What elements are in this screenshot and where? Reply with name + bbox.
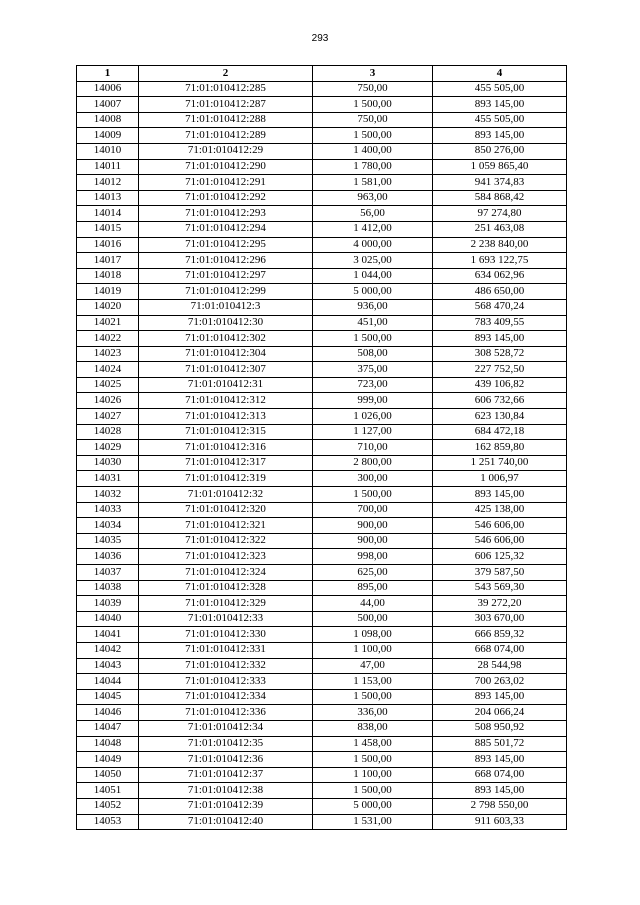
value-cell: 1 059 865,40 xyxy=(433,159,567,175)
cadastral-number-cell: 71:01:010412:333 xyxy=(139,674,313,690)
row-number-cell: 14040 xyxy=(77,611,139,627)
table-row xyxy=(77,206,567,222)
table-row xyxy=(77,175,567,191)
value-cell: 893 145,00 xyxy=(433,783,567,799)
area-cell: 336,00 xyxy=(313,705,433,721)
table-row xyxy=(77,112,567,128)
cadastral-number-cell: 71:01:010412:293 xyxy=(139,206,313,222)
cadastral-number-cell: 71:01:010412:3 xyxy=(139,299,313,315)
table-row xyxy=(77,268,567,284)
value-cell: 668 074,00 xyxy=(433,642,567,658)
row-number-cell: 14029 xyxy=(77,440,139,456)
cadastral-number-cell: 71:01:010412:299 xyxy=(139,284,313,300)
table-header-row xyxy=(77,66,567,82)
table-row xyxy=(77,331,567,347)
row-number-cell: 14052 xyxy=(77,798,139,814)
cadastral-number-cell: 71:01:010412:334 xyxy=(139,689,313,705)
area-cell: 900,00 xyxy=(313,533,433,549)
area-cell: 2 800,00 xyxy=(313,455,433,471)
value-cell: 1 693 122,75 xyxy=(433,253,567,269)
area-cell: 1 500,00 xyxy=(313,97,433,113)
table-row xyxy=(77,580,567,596)
table-row xyxy=(77,549,567,565)
row-number-cell: 14050 xyxy=(77,767,139,783)
table-row xyxy=(77,752,567,768)
row-number-cell: 14049 xyxy=(77,752,139,768)
row-number-cell: 14014 xyxy=(77,206,139,222)
row-number-cell: 14024 xyxy=(77,362,139,378)
value-cell: 543 569,30 xyxy=(433,580,567,596)
value-cell: 455 505,00 xyxy=(433,112,567,128)
table-row xyxy=(77,487,567,503)
row-number-cell: 14025 xyxy=(77,377,139,393)
row-number-cell: 14007 xyxy=(77,97,139,113)
area-cell: 1 500,00 xyxy=(313,487,433,503)
area-cell: 5 000,00 xyxy=(313,798,433,814)
value-cell: 39 272,20 xyxy=(433,596,567,612)
table-row xyxy=(77,237,567,253)
column-header-2: 2 xyxy=(139,66,313,82)
value-cell: 303 670,00 xyxy=(433,611,567,627)
table-row xyxy=(77,736,567,752)
area-cell: 1 100,00 xyxy=(313,767,433,783)
row-number-cell: 14021 xyxy=(77,315,139,331)
value-cell: 1 006,97 xyxy=(433,471,567,487)
area-cell: 936,00 xyxy=(313,299,433,315)
table-row xyxy=(77,159,567,175)
cadastral-number-cell: 71:01:010412:33 xyxy=(139,611,313,627)
area-cell: 1 780,00 xyxy=(313,159,433,175)
value-cell: 425 138,00 xyxy=(433,502,567,518)
cadastral-number-cell: 71:01:010412:288 xyxy=(139,112,313,128)
table-row xyxy=(77,518,567,534)
area-cell: 1 581,00 xyxy=(313,175,433,191)
area-cell: 1 127,00 xyxy=(313,424,433,440)
value-cell: 439 106,82 xyxy=(433,377,567,393)
table-row xyxy=(77,221,567,237)
row-number-cell: 14041 xyxy=(77,627,139,643)
cadastral-number-cell: 71:01:010412:295 xyxy=(139,237,313,253)
area-cell: 500,00 xyxy=(313,611,433,627)
cadastral-number-cell: 71:01:010412:317 xyxy=(139,455,313,471)
area-cell: 1 153,00 xyxy=(313,674,433,690)
cadastral-number-cell: 71:01:010412:37 xyxy=(139,767,313,783)
value-cell: 666 859,32 xyxy=(433,627,567,643)
area-cell: 963,00 xyxy=(313,190,433,206)
cadastral-number-cell: 71:01:010412:38 xyxy=(139,783,313,799)
value-cell: 606 732,66 xyxy=(433,393,567,409)
cadastral-number-cell: 71:01:010412:40 xyxy=(139,814,313,830)
column-header-3: 3 xyxy=(313,66,433,82)
row-number-cell: 14028 xyxy=(77,424,139,440)
value-cell: 2 238 840,00 xyxy=(433,237,567,253)
row-number-cell: 14047 xyxy=(77,720,139,736)
cadastral-number-cell: 71:01:010412:291 xyxy=(139,175,313,191)
row-number-cell: 14048 xyxy=(77,736,139,752)
row-number-cell: 14030 xyxy=(77,455,139,471)
table-body xyxy=(77,81,567,830)
table-row xyxy=(77,814,567,830)
table-row xyxy=(77,409,567,425)
table-row xyxy=(77,674,567,690)
table-row xyxy=(77,284,567,300)
table-row xyxy=(77,97,567,113)
area-cell: 1 458,00 xyxy=(313,736,433,752)
row-number-cell: 14020 xyxy=(77,299,139,315)
value-cell: 1 251 740,00 xyxy=(433,455,567,471)
area-cell: 1 500,00 xyxy=(313,783,433,799)
area-cell: 1 098,00 xyxy=(313,627,433,643)
cadastral-number-cell: 71:01:010412:331 xyxy=(139,642,313,658)
area-cell: 838,00 xyxy=(313,720,433,736)
row-number-cell: 14009 xyxy=(77,128,139,144)
row-number-cell: 14017 xyxy=(77,253,139,269)
area-cell: 1 100,00 xyxy=(313,642,433,658)
cadastral-number-cell: 71:01:010412:290 xyxy=(139,159,313,175)
cadastral-number-cell: 71:01:010412:289 xyxy=(139,128,313,144)
area-cell: 47,00 xyxy=(313,658,433,674)
area-cell: 1 026,00 xyxy=(313,409,433,425)
table-row xyxy=(77,393,567,409)
table-row xyxy=(77,533,567,549)
area-cell: 895,00 xyxy=(313,580,433,596)
cadastral-number-cell: 71:01:010412:321 xyxy=(139,518,313,534)
value-cell: 584 868,42 xyxy=(433,190,567,206)
cadastral-number-cell: 71:01:010412:35 xyxy=(139,736,313,752)
table-row xyxy=(77,299,567,315)
value-cell: 850 276,00 xyxy=(433,143,567,159)
row-number-cell: 14006 xyxy=(77,81,139,97)
row-number-cell: 14018 xyxy=(77,268,139,284)
table-row xyxy=(77,143,567,159)
row-number-cell: 14027 xyxy=(77,409,139,425)
table-row xyxy=(77,315,567,331)
row-number-cell: 14043 xyxy=(77,658,139,674)
cadastral-number-cell: 71:01:010412:297 xyxy=(139,268,313,284)
area-cell: 700,00 xyxy=(313,502,433,518)
row-number-cell: 14032 xyxy=(77,487,139,503)
table-row xyxy=(77,689,567,705)
cadastral-number-cell: 71:01:010412:330 xyxy=(139,627,313,643)
value-cell: 783 409,55 xyxy=(433,315,567,331)
row-number-cell: 14045 xyxy=(77,689,139,705)
row-number-cell: 14042 xyxy=(77,642,139,658)
cadastral-number-cell: 71:01:010412:31 xyxy=(139,377,313,393)
page-number: 293 xyxy=(311,33,329,44)
area-cell: 625,00 xyxy=(313,565,433,581)
area-cell: 451,00 xyxy=(313,315,433,331)
value-cell: 893 145,00 xyxy=(433,331,567,347)
area-cell: 998,00 xyxy=(313,549,433,565)
row-number-cell: 14023 xyxy=(77,346,139,362)
area-cell: 300,00 xyxy=(313,471,433,487)
table-row xyxy=(77,783,567,799)
value-cell: 162 859,80 xyxy=(433,440,567,456)
row-number-cell: 14033 xyxy=(77,502,139,518)
table-row xyxy=(77,767,567,783)
cadastral-number-cell: 71:01:010412:30 xyxy=(139,315,313,331)
value-cell: 227 752,50 xyxy=(433,362,567,378)
row-number-cell: 14016 xyxy=(77,237,139,253)
row-number-cell: 14011 xyxy=(77,159,139,175)
table-row xyxy=(77,596,567,612)
row-number-cell: 14015 xyxy=(77,221,139,237)
table-row xyxy=(77,642,567,658)
cadastral-number-cell: 71:01:010412:312 xyxy=(139,393,313,409)
area-cell: 1 500,00 xyxy=(313,689,433,705)
table-row xyxy=(77,705,567,721)
cadastral-number-cell: 71:01:010412:294 xyxy=(139,221,313,237)
row-number-cell: 14031 xyxy=(77,471,139,487)
table-row xyxy=(77,346,567,362)
value-cell: 308 528,72 xyxy=(433,346,567,362)
area-cell: 750,00 xyxy=(313,112,433,128)
area-cell: 44,00 xyxy=(313,596,433,612)
table-row xyxy=(77,471,567,487)
row-number-cell: 14022 xyxy=(77,331,139,347)
cadastral-number-cell: 71:01:010412:324 xyxy=(139,565,313,581)
row-number-cell: 14010 xyxy=(77,143,139,159)
cadastral-number-cell: 71:01:010412:285 xyxy=(139,81,313,97)
area-cell: 710,00 xyxy=(313,440,433,456)
area-cell: 5 000,00 xyxy=(313,284,433,300)
row-number-cell: 14008 xyxy=(77,112,139,128)
value-cell: 911 603,33 xyxy=(433,814,567,830)
cadastral-number-cell: 71:01:010412:287 xyxy=(139,97,313,113)
cadastral-number-cell: 71:01:010412:329 xyxy=(139,596,313,612)
cadastral-number-cell: 71:01:010412:332 xyxy=(139,658,313,674)
row-number-cell: 14012 xyxy=(77,175,139,191)
cadastral-number-cell: 71:01:010412:323 xyxy=(139,549,313,565)
cadastral-number-cell: 71:01:010412:296 xyxy=(139,253,313,269)
area-cell: 1 531,00 xyxy=(313,814,433,830)
cadastral-number-cell: 71:01:010412:319 xyxy=(139,471,313,487)
value-cell: 684 472,18 xyxy=(433,424,567,440)
table-row xyxy=(77,377,567,393)
row-number-cell: 14053 xyxy=(77,814,139,830)
area-cell: 750,00 xyxy=(313,81,433,97)
value-cell: 893 145,00 xyxy=(433,689,567,705)
value-cell: 700 263,02 xyxy=(433,674,567,690)
cadastral-number-cell: 71:01:010412:316 xyxy=(139,440,313,456)
value-cell: 546 606,00 xyxy=(433,518,567,534)
table-row xyxy=(77,798,567,814)
value-cell: 486 650,00 xyxy=(433,284,567,300)
value-cell: 606 125,32 xyxy=(433,549,567,565)
row-number-cell: 14019 xyxy=(77,284,139,300)
row-number-cell: 14037 xyxy=(77,565,139,581)
table-row xyxy=(77,81,567,97)
cadastral-number-cell: 71:01:010412:292 xyxy=(139,190,313,206)
cadastral-number-cell: 71:01:010412:34 xyxy=(139,720,313,736)
value-cell: 546 606,00 xyxy=(433,533,567,549)
area-cell: 3 025,00 xyxy=(313,253,433,269)
area-cell: 4 000,00 xyxy=(313,237,433,253)
row-number-cell: 14039 xyxy=(77,596,139,612)
value-cell: 668 074,00 xyxy=(433,767,567,783)
cadastral-number-cell: 71:01:010412:322 xyxy=(139,533,313,549)
value-cell: 885 501,72 xyxy=(433,736,567,752)
value-cell: 941 374,83 xyxy=(433,175,567,191)
column-header-1: 1 xyxy=(77,66,139,82)
area-cell: 375,00 xyxy=(313,362,433,378)
cadastral-number-cell: 71:01:010412:307 xyxy=(139,362,313,378)
value-cell: 893 145,00 xyxy=(433,97,567,113)
table-row xyxy=(77,424,567,440)
table-row xyxy=(77,128,567,144)
table-row xyxy=(77,440,567,456)
cadastral-number-cell: 71:01:010412:36 xyxy=(139,752,313,768)
table-row xyxy=(77,502,567,518)
cadastral-number-cell: 71:01:010412:320 xyxy=(139,502,313,518)
cadastral-table xyxy=(76,65,567,830)
row-number-cell: 14026 xyxy=(77,393,139,409)
cadastral-number-cell: 71:01:010412:32 xyxy=(139,487,313,503)
area-cell: 1 400,00 xyxy=(313,143,433,159)
area-cell: 1 412,00 xyxy=(313,221,433,237)
area-cell: 1 500,00 xyxy=(313,128,433,144)
area-cell: 1 500,00 xyxy=(313,331,433,347)
row-number-cell: 14044 xyxy=(77,674,139,690)
table-row xyxy=(77,362,567,378)
table-row xyxy=(77,253,567,269)
row-number-cell: 14036 xyxy=(77,549,139,565)
table-row xyxy=(77,611,567,627)
cadastral-number-cell: 71:01:010412:313 xyxy=(139,409,313,425)
area-cell: 999,00 xyxy=(313,393,433,409)
area-cell: 900,00 xyxy=(313,518,433,534)
value-cell: 2 798 550,00 xyxy=(433,798,567,814)
row-number-cell: 14038 xyxy=(77,580,139,596)
cadastral-number-cell: 71:01:010412:336 xyxy=(139,705,313,721)
cadastral-number-cell: 71:01:010412:302 xyxy=(139,331,313,347)
cadastral-number-cell: 71:01:010412:39 xyxy=(139,798,313,814)
cadastral-number-cell: 71:01:010412:304 xyxy=(139,346,313,362)
value-cell: 97 274,80 xyxy=(433,206,567,222)
value-cell: 623 130,84 xyxy=(433,409,567,425)
value-cell: 893 145,00 xyxy=(433,752,567,768)
cadastral-number-cell: 71:01:010412:315 xyxy=(139,424,313,440)
row-number-cell: 14046 xyxy=(77,705,139,721)
area-cell: 508,00 xyxy=(313,346,433,362)
table-row xyxy=(77,627,567,643)
value-cell: 568 470,24 xyxy=(433,299,567,315)
value-cell: 455 505,00 xyxy=(433,81,567,97)
area-cell: 56,00 xyxy=(313,206,433,222)
area-cell: 1 044,00 xyxy=(313,268,433,284)
row-number-cell: 14035 xyxy=(77,533,139,549)
value-cell: 204 066,24 xyxy=(433,705,567,721)
area-cell: 723,00 xyxy=(313,377,433,393)
value-cell: 508 950,92 xyxy=(433,720,567,736)
value-cell: 379 587,50 xyxy=(433,565,567,581)
cadastral-number-cell: 71:01:010412:29 xyxy=(139,143,313,159)
table-row xyxy=(77,658,567,674)
row-number-cell: 14034 xyxy=(77,518,139,534)
value-cell: 893 145,00 xyxy=(433,128,567,144)
value-cell: 251 463,08 xyxy=(433,221,567,237)
cadastral-number-cell: 71:01:010412:328 xyxy=(139,580,313,596)
table-row xyxy=(77,720,567,736)
row-number-cell: 14051 xyxy=(77,783,139,799)
area-cell: 1 500,00 xyxy=(313,752,433,768)
column-header-4: 4 xyxy=(433,66,567,82)
value-cell: 28 544,98 xyxy=(433,658,567,674)
table-row xyxy=(77,455,567,471)
table-row xyxy=(77,190,567,206)
value-cell: 634 062,96 xyxy=(433,268,567,284)
row-number-cell: 14013 xyxy=(77,190,139,206)
value-cell: 893 145,00 xyxy=(433,487,567,503)
table-row xyxy=(77,565,567,581)
